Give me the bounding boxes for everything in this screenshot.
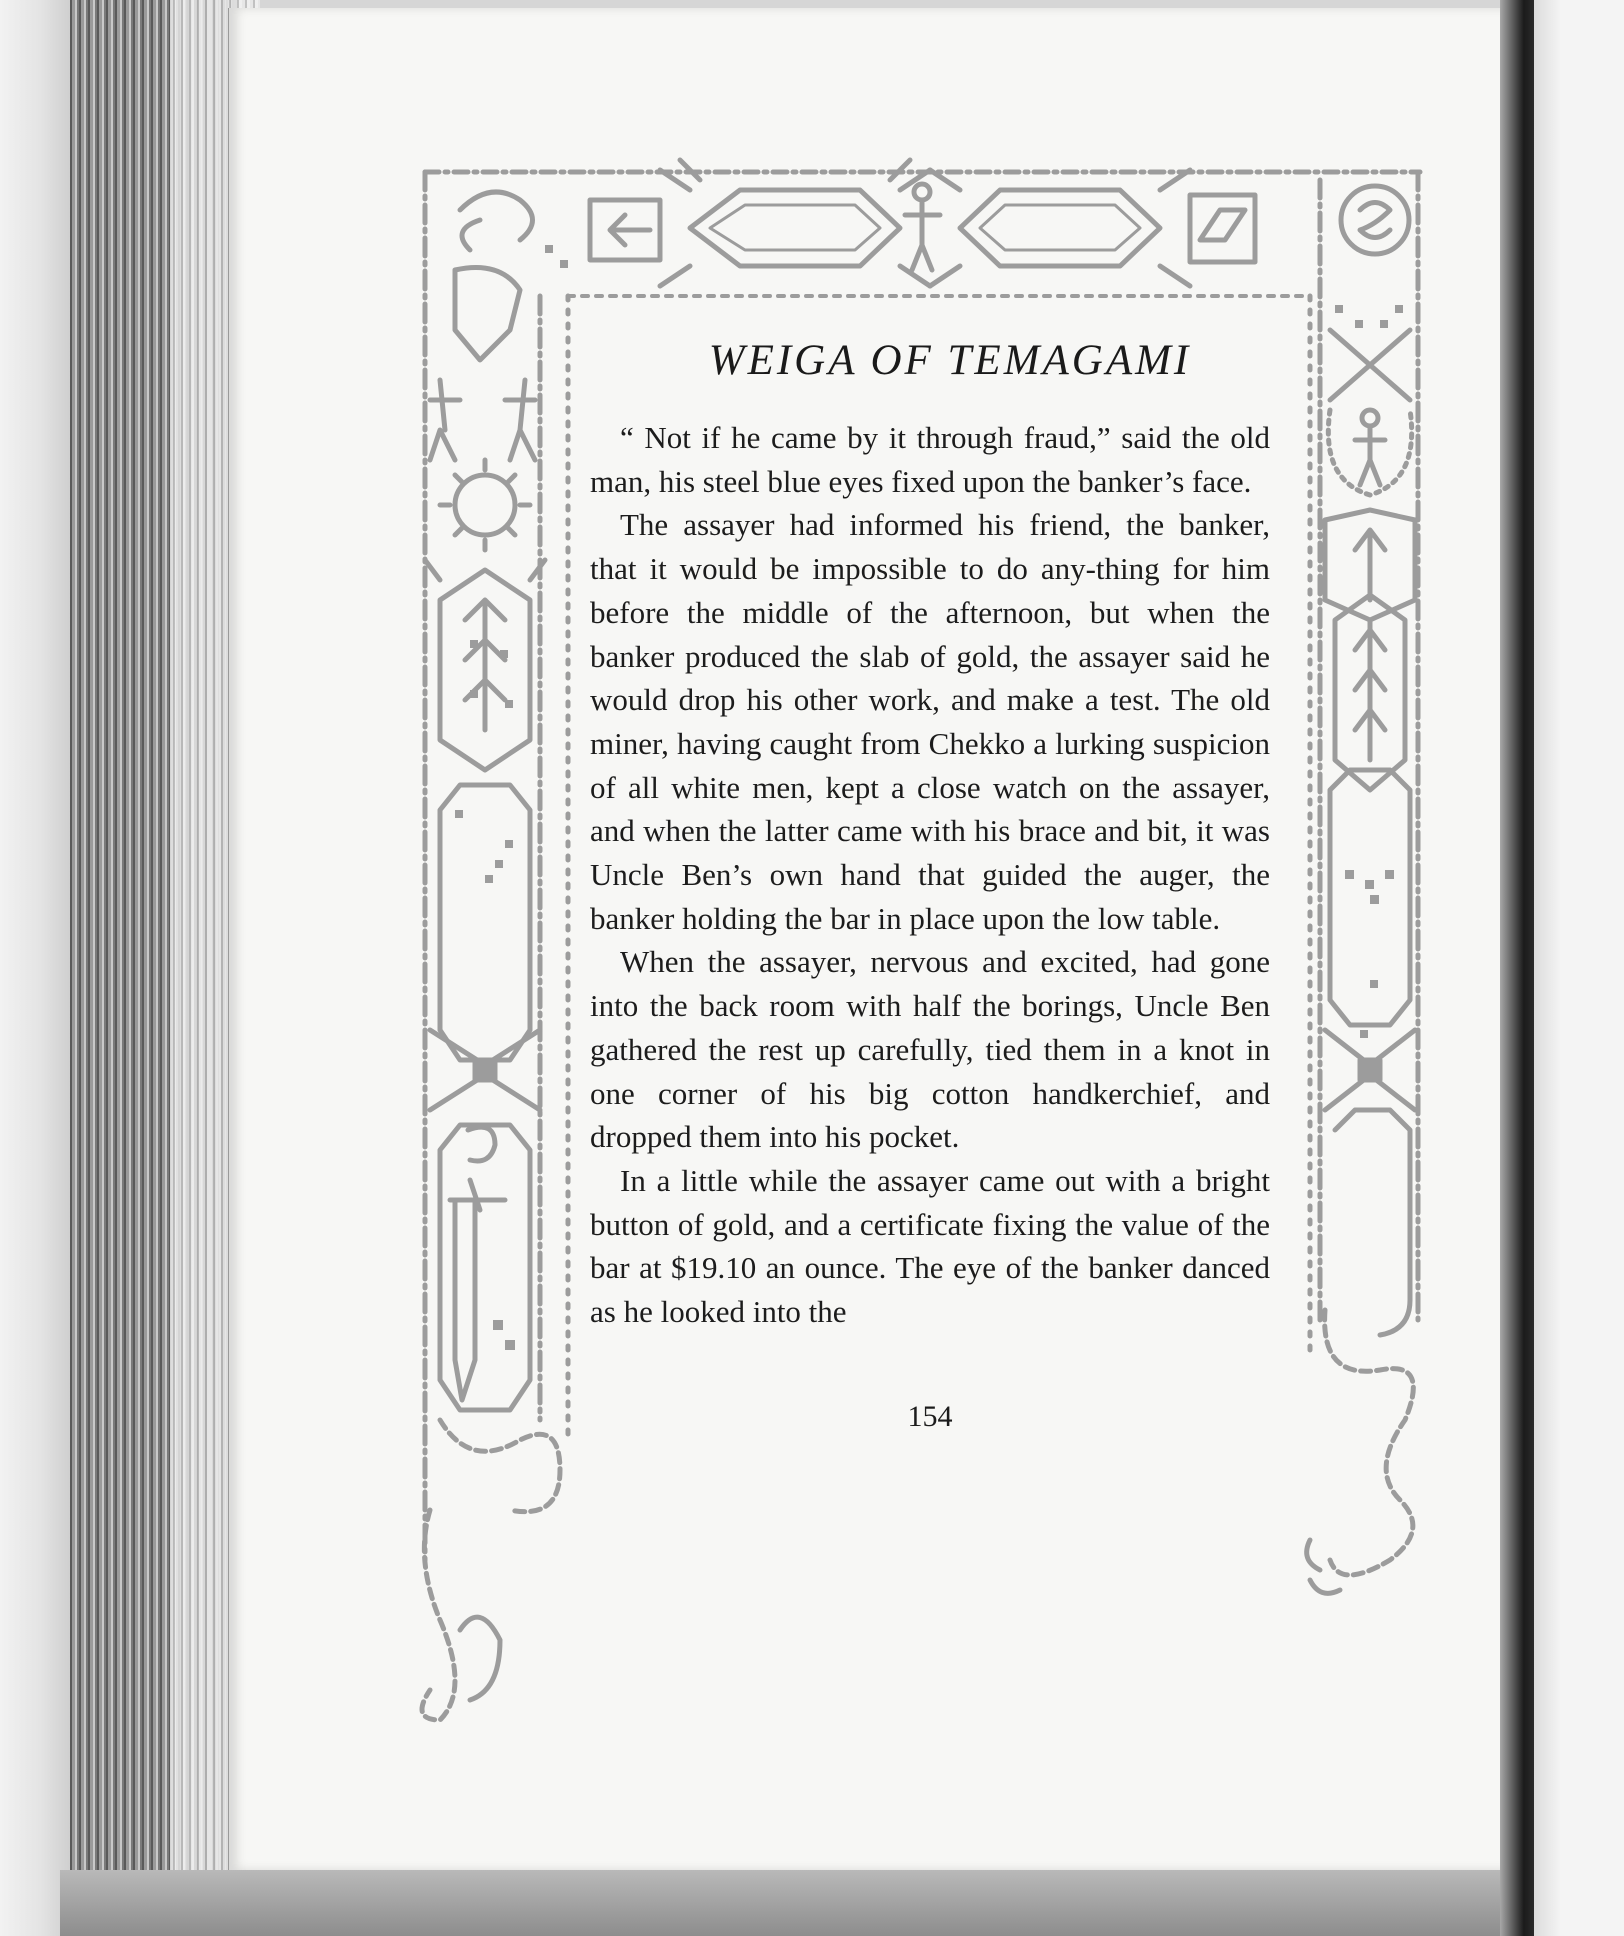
paragraph: The assayer had informed his friend, the banker, that it would be impossible to do any-thing for him before the middle of the afternoon, but when the banker produced the slab of gold, the assayer said he would drop his other work, and make a test. The old miner, having caught from Chekko a lurking suspicion of all white men, kept a close watch on the assayer, and when the latter came with his brace and bit, it was Uncle Ben’s own hand that guided the auger, the banker holding the bar in place upon the low table.	[590, 507, 1270, 936]
paragraph: “ Not if he came by it through fraud,” said the old man, his steel blue eyes fixed upon the banker’s face.	[590, 420, 1270, 499]
page-number: 154	[907, 1400, 953, 1433]
background-left	[0, 0, 70, 1936]
paragraph: In a little while the assayer came out with a bright button of gold, and a certificate fixing the value of the bar at $19.10 an ounce. The eye of the banker danced as he looked into the	[590, 1162, 1270, 1330]
paragraph: When the assayer, nervous and excited, had gone into the back room with half the borings, Uncle Ben gathered the rest up carefully, tied them in a knot in one corner of his big cotton handkerchief, and dropped them into his pocket.	[590, 944, 1270, 1155]
book-gutter	[1500, 0, 1534, 1936]
running-head: WEIGA OF TEMAGAMI	[708, 337, 1192, 384]
facing-page-edge	[1534, 0, 1624, 1936]
bottom-shadow	[60, 1870, 1500, 1936]
body-text	[590, 416, 1270, 1334]
